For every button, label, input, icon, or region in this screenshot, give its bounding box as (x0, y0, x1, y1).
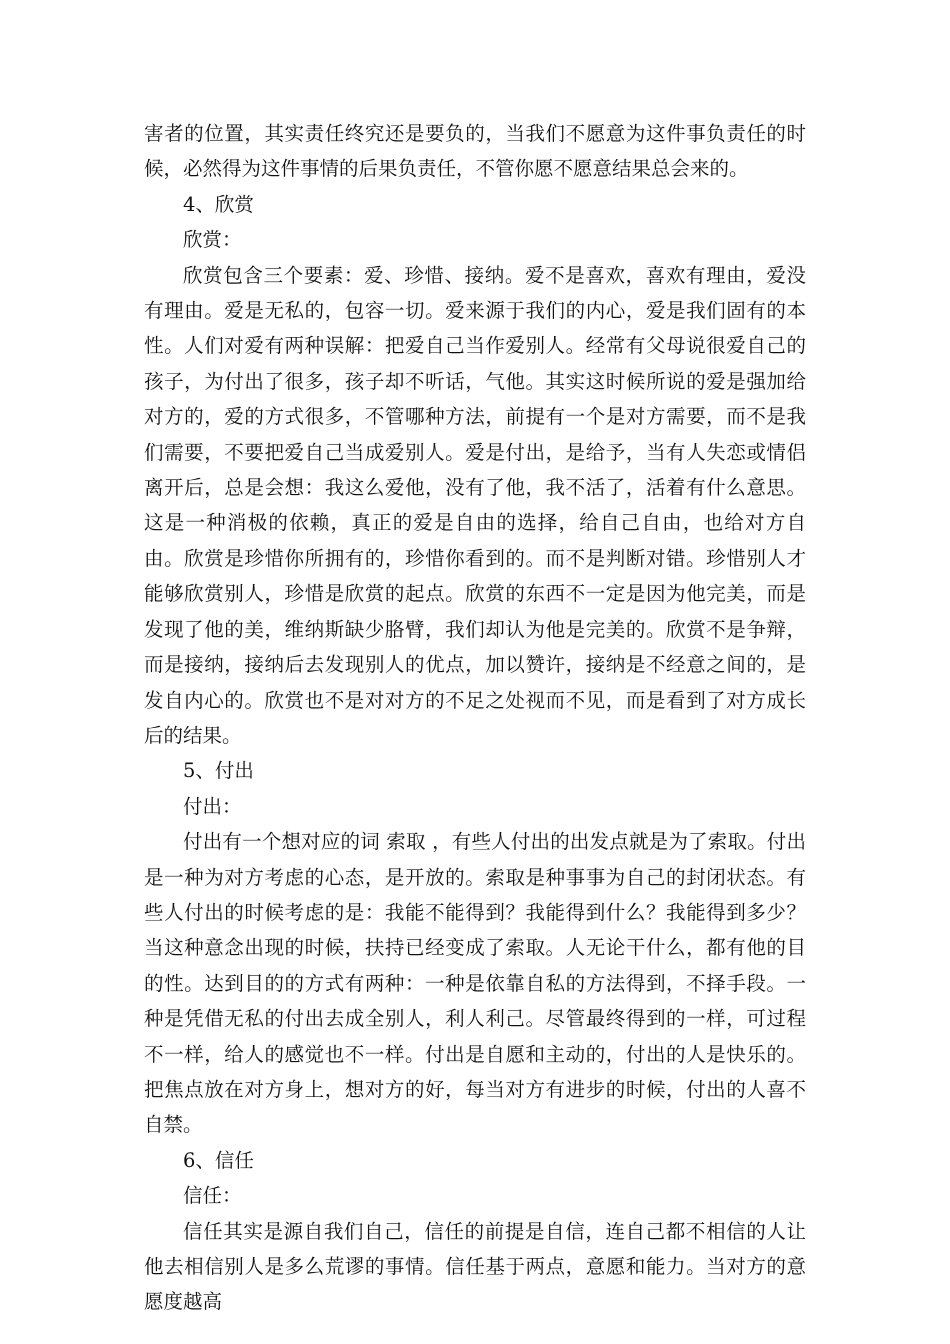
document-page (144, 116, 806, 1320)
section-heading: 4、欣赏 (183, 192, 254, 216)
section-label: 信任： (183, 1184, 242, 1208)
body-paragraph: 付出有一个想对应的词 索取 ，有些人付出的出发点就是为了索取。付出是一种为对方考虑的心态，是开放的。索取是种事事为自己的封闭状态。有些人付出的时候考虑的是：我能不能得到？我能得到什么？我能得到多少？当这种意念出现的时候，扶持已经变成了索取。人无论干什么，都有他的目的性。达到目的的方式有两种：一种是依靠自私的方法得到，不择手段。一种是凭借无私的付出去成全别人，利人利己。尽管最终得到的一样，可过程不一样，给人的感觉也不一样。付出是自愿和主动的，付出的人是快乐的。把焦点放在对方身上，想对方的好，每当对方有进步的时候，付出的人喜不自禁。 (144, 830, 806, 1137)
section-label: 付出： (183, 794, 242, 818)
section-label: 欣赏： (183, 228, 242, 252)
body-paragraph: 欣赏包含三个要素：爱、珍惜、接纳。爱不是喜欢，喜欢有理由，爱没有理由。爱是无私的，包容一切。爱来源于我们的内心，爱是我们固有的本性。人们对爱有两种误解：把爱自己当作爱别人。经常有父母说很爱自己的孩子，为付出了很多，孩子却不听话，气他。其实这时候所说的爱是强加给对方的，爱的方式很多，不管哪种方法，前提有一个是对方需要，而不是我们需要，不要把爱自己当成爱别人。爱是付出，是给予，当有人失恋或情侣离开后，总是会想：我这么爱他，没有了他，我不活了，活着有什么意思。这是一种消极的依赖，真正的爱是自由的选择，给自己自由，也给对方自由。欣赏是珍惜你所拥有的，珍惜你看到的。而不是判断对错。珍惜别人才能够欣赏别人，珍惜是欣赏的起点。欣赏的东西不一定是因为他完美，而是发现了他的美，维纳斯缺少胳臂，我们却认为他是完美的。欣赏不是争辩，而是接纳，接纳后去发现别人的优点，加以赞许，接纳是不经意之间的，是发自内心的。欣赏也不是对对方的不足之处视而不见，而是看到了对方成长后的结果。 (144, 263, 806, 747)
section-heading: 5、付出 (183, 759, 254, 783)
body-paragraph: 害者的位置，其实责任终究还是要负的，当我们不愿意为这件事负责任的时候，必然得为这件事情的后果负责任，不管你愿不愿意结果总会来的。 (144, 122, 806, 181)
body-paragraph: 信任其实是源自我们自己，信任的前提是自信，连自己都不相信的人让他去相信别人是多么荒谬的事情。信任基于两点，意愿和能力。当对方的意愿度越高 (144, 1219, 806, 1314)
section-heading: 6、信任 (183, 1148, 254, 1172)
